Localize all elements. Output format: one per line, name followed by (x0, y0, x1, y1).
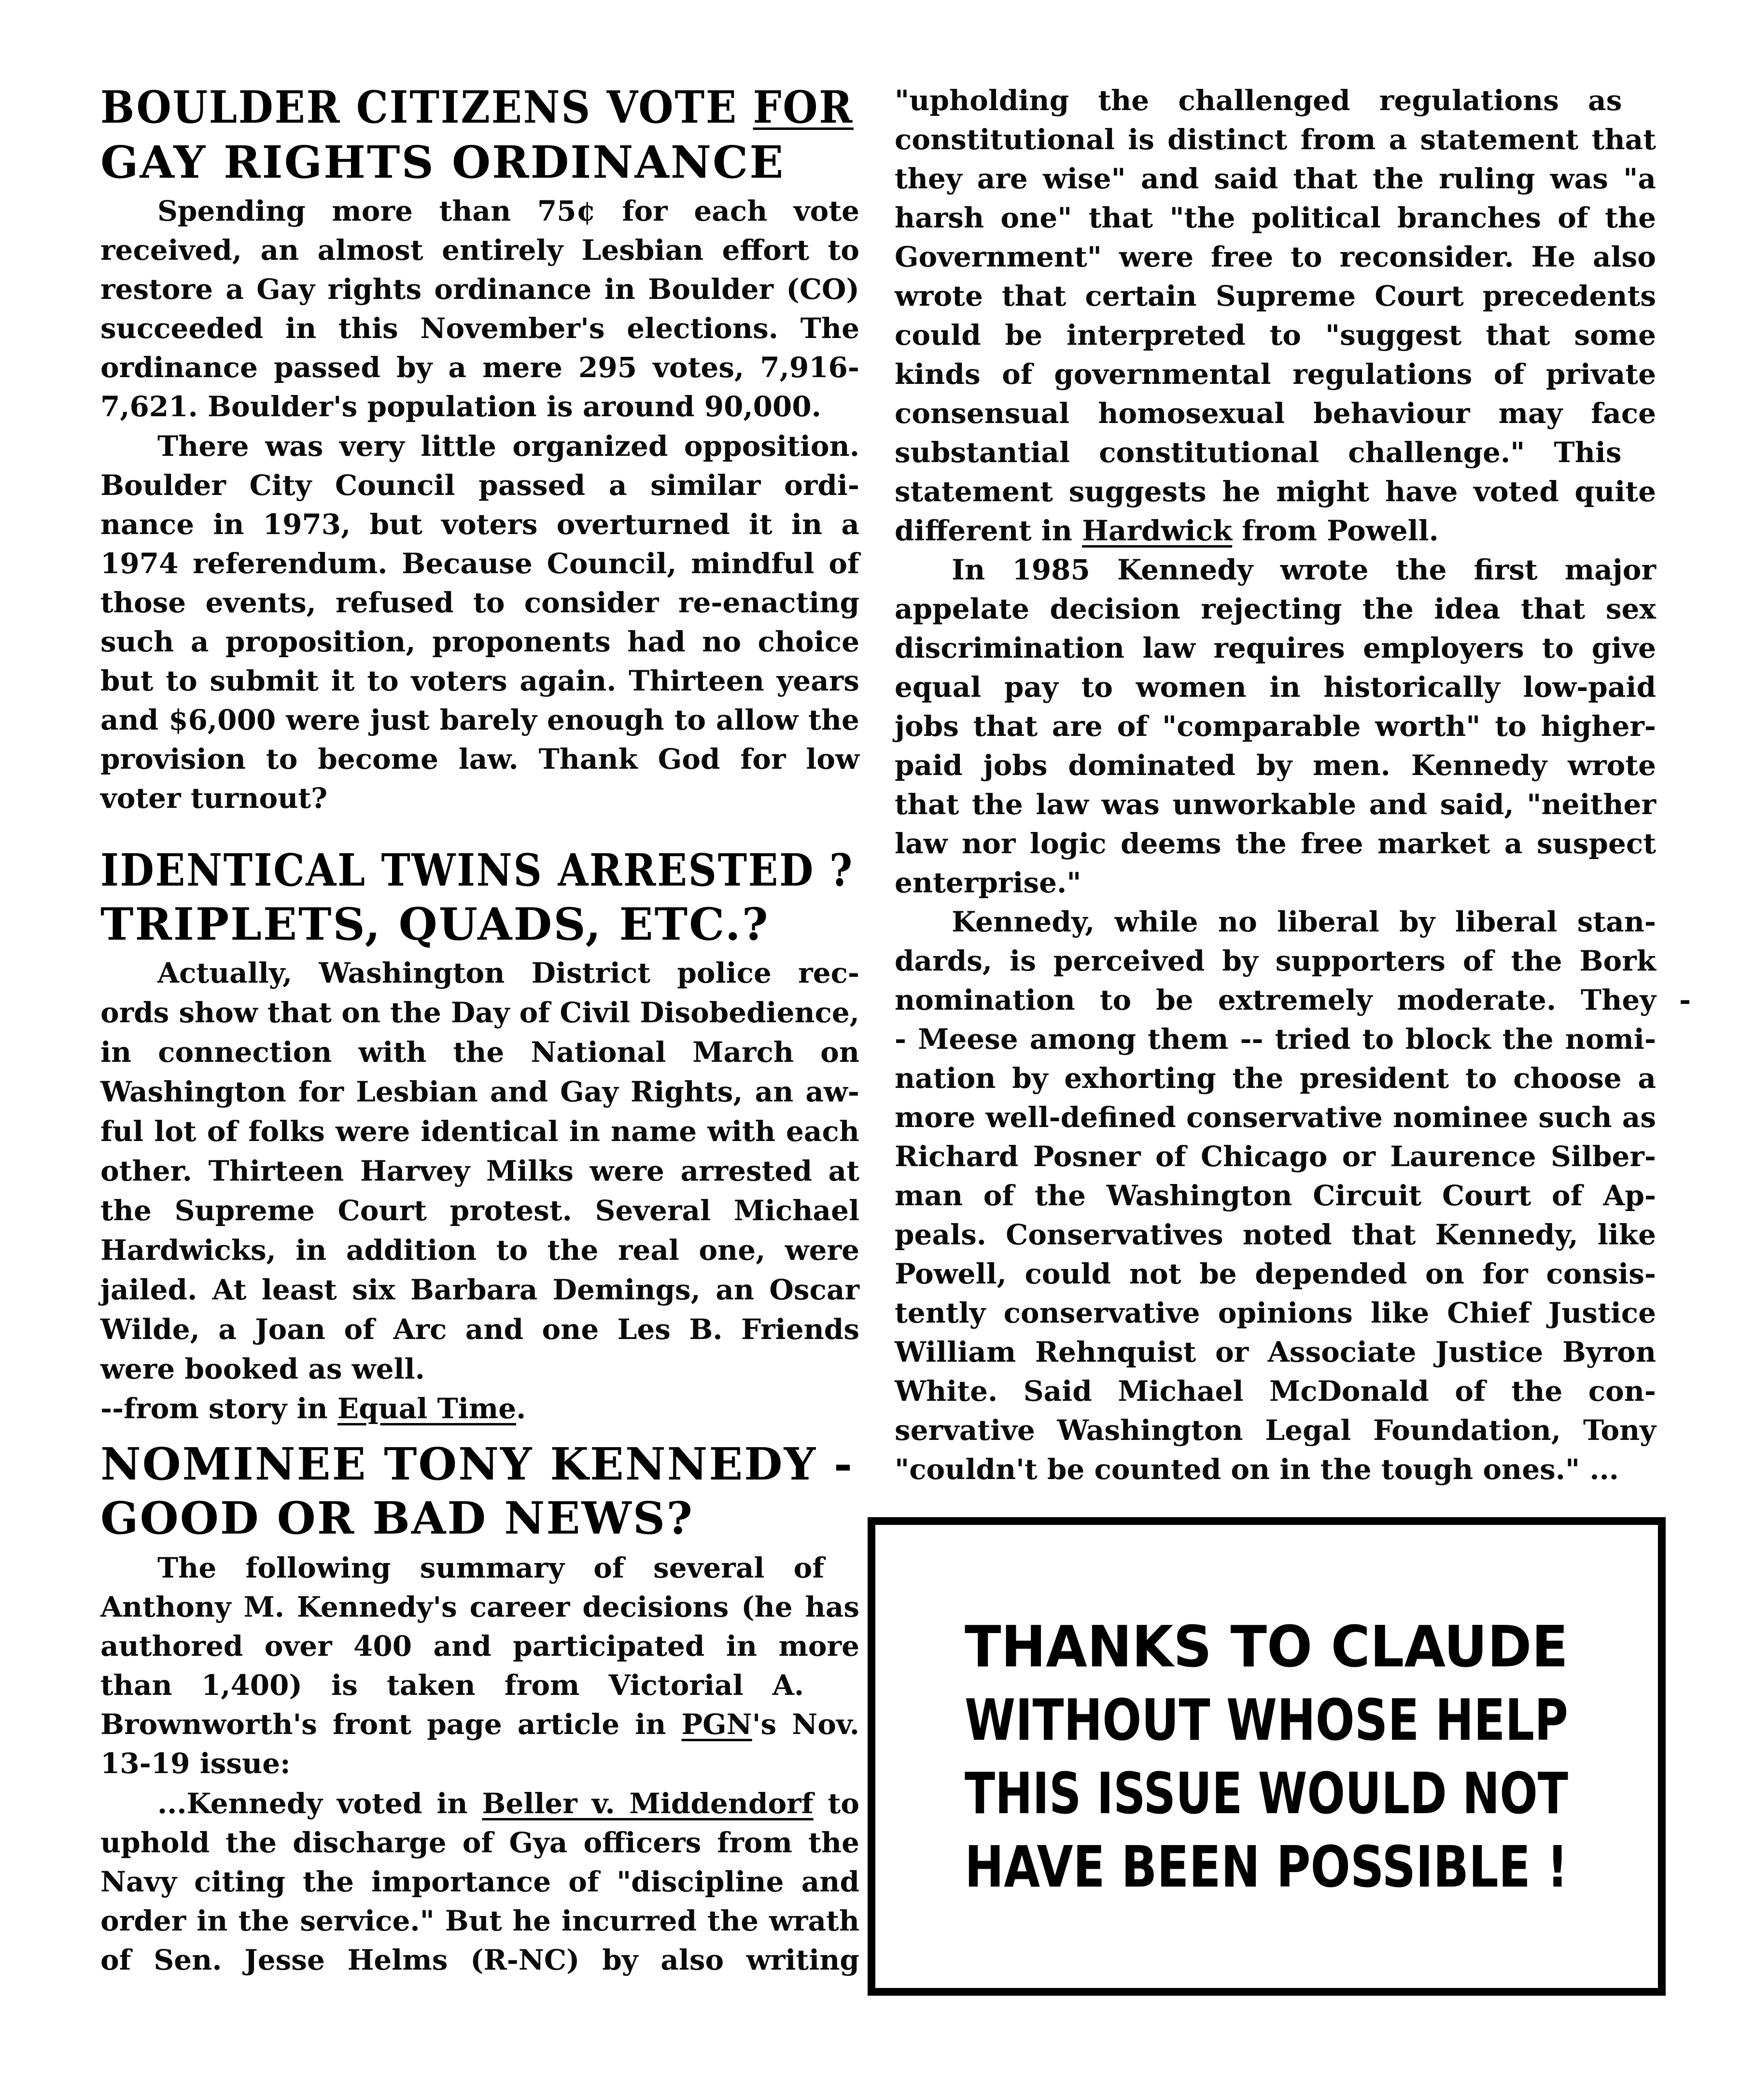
text-line (100, 1072, 859, 1111)
text-line-content: kinds of governmental regulations of private (895, 358, 1656, 391)
text-line-content: authored over 400 and participated in more (100, 1630, 860, 1663)
thanks-line-text: THIS ISSUE WOULD NOT (965, 1760, 1568, 1827)
text-line-content: Richard Posner of Chicago or Laurence Silber- (895, 1140, 1656, 1173)
thanks-line (965, 1613, 1568, 1680)
text-line-content: ordinance passed by a mere 295 votes, 7,916- (100, 351, 859, 384)
text-line-content: 7,621. Boulder's population is around 90,000. (100, 390, 821, 423)
text-line-content: tently conservative opinions like Chief Justice (895, 1297, 1656, 1329)
text-line (100, 505, 859, 544)
text-line (100, 192, 859, 230)
text-line-content: nance in 1973, but voters overturned it in a (100, 508, 859, 541)
text-line (100, 1310, 859, 1349)
text-line (100, 348, 859, 387)
text-fragment: to (813, 1787, 859, 1820)
text-line-content: appelate decision rejecting the idea that sex (895, 592, 1656, 625)
text-line-content: paid jobs dominated by men. Kennedy wrote (895, 749, 1657, 782)
text-line (895, 472, 1656, 511)
text-line (895, 433, 1656, 472)
text-line-content: William Rehnquist or Associate Justice Byron (895, 1336, 1657, 1368)
text-line (100, 622, 859, 661)
source-suffix: . (516, 1392, 526, 1425)
text-line (100, 1033, 859, 1071)
text-line-content: "upholding the challenged regulations as (895, 84, 1622, 117)
text-line-content: voter turnout? (100, 782, 328, 815)
text-line (895, 902, 1656, 941)
headline-underlined-word: FOR (753, 81, 854, 133)
text-line-content: The following summary of several of (157, 1551, 825, 1584)
text-line (895, 746, 1656, 785)
text-line (895, 981, 1656, 1019)
headline-text: BOULDER CITIZENS VOTE (100, 81, 753, 133)
text-line-content: and $6,000 were just barely enough to allow the (100, 704, 859, 736)
thanks-line-text: THANKS TO CLAUDE (965, 1613, 1568, 1680)
text-line-content: order in the service." But he incurred the wrath (100, 1904, 860, 1937)
text-line (100, 583, 859, 622)
headline-kennedy-line-1 (100, 1438, 854, 1490)
source-credit (100, 1389, 859, 1428)
text-line (895, 942, 1656, 980)
headline-boulder-line-1 (100, 81, 854, 133)
text-line (100, 1744, 859, 1783)
text-line-content: in connection with the National March on (100, 1036, 859, 1069)
text-line (100, 1784, 859, 1823)
text-line-content: man of the Washington Circuit Court of Ap- (895, 1179, 1656, 1212)
text-line (100, 1152, 859, 1190)
text-line-content: Washington for Lesbian and Gay Rights, an aw- (100, 1075, 859, 1108)
text-line-content: uphold the discharge of Gya officers from the (100, 1826, 859, 1859)
text-line (895, 277, 1656, 315)
text-line (895, 238, 1656, 276)
text-line-content: Actually, Washington District police rec- (157, 957, 859, 989)
text-line (895, 1254, 1656, 1293)
case-name-beller: Beller v. Middendorf (482, 1787, 814, 1820)
text-line-content: Boulder City Council passed a similar ordi- (100, 469, 859, 502)
text-line-content: law nor logic deems the free market a suspect (895, 827, 1656, 860)
text-line-content: those events, refused to consider re-enacting (100, 586, 860, 619)
text-line (895, 1137, 1656, 1176)
text-line (100, 954, 859, 992)
thanks-box (868, 1517, 1666, 1996)
text-line-content: could be interpreted to "suggest that some (895, 319, 1657, 352)
text-line (895, 394, 1656, 433)
text-line-content: but to submit it to voters again. Thirteen years (100, 664, 859, 697)
text-line (100, 1231, 859, 1269)
text-line (895, 1450, 1656, 1489)
thanks-line (965, 1686, 1568, 1754)
text-line (100, 1862, 859, 1901)
text-line-content: "couldn't be counted on in the tough ones." ... (895, 1453, 1619, 1486)
text-line-content: White. Said Michael McDonald of the con- (895, 1375, 1656, 1408)
text-fragment: ...Kennedy voted in (157, 1787, 482, 1820)
text-line (100, 387, 859, 426)
text-line (895, 668, 1656, 706)
text-line-content: Spending more than 75¢ for each vote (157, 195, 859, 227)
publication-pgn: PGN (681, 1708, 752, 1741)
headline-twins-line-2 (100, 898, 854, 950)
text-fragment: from Powell. (1232, 514, 1439, 547)
text-fragment: different in (895, 514, 1082, 547)
text-fragment: Brownworth's front page article in (100, 1708, 682, 1741)
text-line (100, 1705, 859, 1744)
text-line (895, 1020, 1656, 1058)
text-line-content: Powell, could not be depended on for consis- (895, 1257, 1656, 1290)
text-line-content: Wilde, a Joan of Arc and one Les B. Friends (100, 1313, 859, 1346)
text-line (100, 309, 859, 348)
text-line (895, 785, 1656, 824)
text-line (100, 1112, 859, 1151)
text-line (100, 1941, 859, 1979)
text-line-content: other. Thirteen Harvey Milks were arrested at (100, 1155, 860, 1187)
text-line-content: more well-defined conservative nominee such as (895, 1101, 1657, 1134)
text-line-content: were booked as well. (100, 1353, 425, 1385)
text-line-content: than 1,400) is taken from Victorial A. (100, 1669, 804, 1702)
text-line (895, 707, 1656, 746)
text-line (895, 1372, 1656, 1410)
text-line-content: discrimination law requires employers to give (895, 632, 1656, 664)
text-line (100, 662, 859, 700)
text-line (100, 466, 859, 505)
text-line (100, 427, 859, 465)
text-line-content: In 1985 Kennedy wrote the first major (952, 553, 1657, 586)
text-line (100, 270, 859, 309)
text-line (100, 1902, 859, 1940)
text-line-content: There was very little organized opposition. (157, 430, 859, 463)
text-line-content: consensual homosexual behaviour may face (895, 397, 1656, 430)
text-line (895, 1098, 1656, 1137)
text-line-content: jailed. At least six Barbara Demings, an Oscar (100, 1273, 860, 1306)
text-line (100, 1823, 859, 1862)
text-line-content: 1974 referendum. Because Council, mindful of (100, 547, 859, 580)
thanks-line-text: HAVE BEEN POSSIBLE ! (965, 1833, 1568, 1900)
text-line-content: servative Washington Legal Foundation, Tony (895, 1414, 1657, 1447)
headline-kennedy-line-2 (100, 1492, 854, 1544)
text-line (895, 629, 1656, 667)
text-line-content: Navy citing the importance of "discipline and (100, 1865, 860, 1898)
text-line-content: such a proposition, proponents had no choice (100, 625, 859, 658)
text-line-content: restore a Gay rights ordinance in Boulder (CO) (100, 273, 859, 306)
text-line (100, 1191, 859, 1230)
text-line (895, 1411, 1656, 1450)
text-fragment: 's Nov. (752, 1708, 859, 1741)
text-line (100, 993, 859, 1032)
text-line-content: - Meese among them -- tried to block the nomi- (895, 1023, 1657, 1056)
text-line (100, 544, 859, 583)
headline-text: GOOD OR BAD NEWS? (100, 1492, 694, 1544)
text-line-content: succeeded in this November's elections. The (100, 312, 859, 345)
headline-text: GAY RIGHTS ORDINANCE (100, 136, 785, 188)
text-line-content: statement suggests he might have voted quite (895, 475, 1656, 508)
text-line (895, 550, 1656, 589)
text-line (895, 120, 1656, 159)
text-line (895, 863, 1656, 902)
text-line-content: equal pay to women in historically low-paid (895, 671, 1656, 704)
text-line-content: wrote that certain Supreme Court precedents (895, 280, 1657, 312)
text-line-content: substantial constitutional challenge." This (895, 436, 1622, 469)
text-line (895, 198, 1656, 237)
source-prefix: --from story in (100, 1392, 337, 1425)
text-line-content: 13-19 issue: (100, 1747, 291, 1780)
text-line (895, 316, 1656, 354)
text-line (895, 1294, 1656, 1332)
text-line-content: peals. Conservatives noted that Kennedy, like (895, 1218, 1656, 1251)
text-line-content: ful lot of folks were identical in name with each (100, 1115, 860, 1148)
text-line-content: nomination to be extremely moderate. They (895, 984, 1656, 1016)
text-line (895, 824, 1656, 863)
headline-boulder-line-2 (100, 136, 854, 188)
text-line-content: enterprise." (895, 866, 1081, 899)
text-line (100, 740, 859, 778)
text-line (100, 1666, 859, 1705)
text-line-content: they are wise" and said that the ruling was "a (895, 162, 1656, 195)
text-line (895, 590, 1656, 628)
text-line (895, 511, 1656, 550)
text-line-content: provision to become law. Thank God for low (100, 743, 860, 775)
text-line-content: constitutional is distinct from a statement that (895, 123, 1656, 156)
text-line (100, 231, 859, 269)
text-line (895, 1333, 1656, 1371)
text-line-content: of Sen. Jesse Helms (R-NC) by also writing (100, 1944, 859, 1976)
text-line-content: that the law was unworkable and said, "neither (895, 788, 1657, 821)
text-line (100, 1588, 859, 1626)
text-line-content: received, an almost entirely Lesbian effort to (100, 234, 859, 267)
headline-text: TRIPLETS, QUADS, ETC.? (100, 898, 770, 950)
text-line (895, 1176, 1656, 1215)
text-line-content: harsh one" that "the political branches of the (895, 201, 1657, 234)
text-line (895, 355, 1656, 394)
text-line (895, 159, 1656, 198)
text-line (100, 779, 859, 817)
text-line-content: Anthony M. Kennedy's career decisions (he has (100, 1591, 859, 1623)
text-line-content: Hardwicks, in addition to the real one, were (100, 1234, 860, 1267)
thanks-line-text: WITHOUT WHOSE HELP (965, 1687, 1568, 1753)
headline-text: NOMINEE TONY KENNEDY - (100, 1438, 854, 1490)
text-line (100, 1270, 859, 1309)
text-line (895, 1059, 1656, 1098)
text-line-content: Government" were free to reconsider. He also (895, 240, 1656, 273)
thanks-line (965, 1833, 1568, 1901)
text-line-content: jobs that are of "comparable worth" to higher- (895, 710, 1656, 743)
text-line-content: dards, is perceived by supporters of the Bork (895, 944, 1656, 977)
text-line-content: Kennedy, while no liberal by liberal stan- (952, 905, 1656, 938)
case-name-hardwick: Hardwick (1082, 514, 1233, 547)
headline-text: IDENTICAL TWINS ARRESTED ? (100, 844, 854, 896)
text-line-content: nation by exhorting the president to choose a (895, 1062, 1656, 1095)
text-line (100, 701, 859, 739)
text-line (895, 81, 1656, 120)
thanks-line (965, 1760, 1568, 1827)
text-line (100, 1549, 859, 1587)
source-publication: Equal Time (337, 1392, 517, 1425)
hanging-hyphen: - (1679, 984, 1691, 1016)
text-line-content: the Supreme Court protest. Several Michael (100, 1194, 860, 1227)
headline-twins-line-1 (100, 844, 854, 896)
text-line (100, 1350, 859, 1388)
text-line (100, 1627, 859, 1665)
text-line-content: ords show that on the Day of Civil Disobedience, (100, 996, 859, 1029)
text-line (895, 1215, 1656, 1254)
